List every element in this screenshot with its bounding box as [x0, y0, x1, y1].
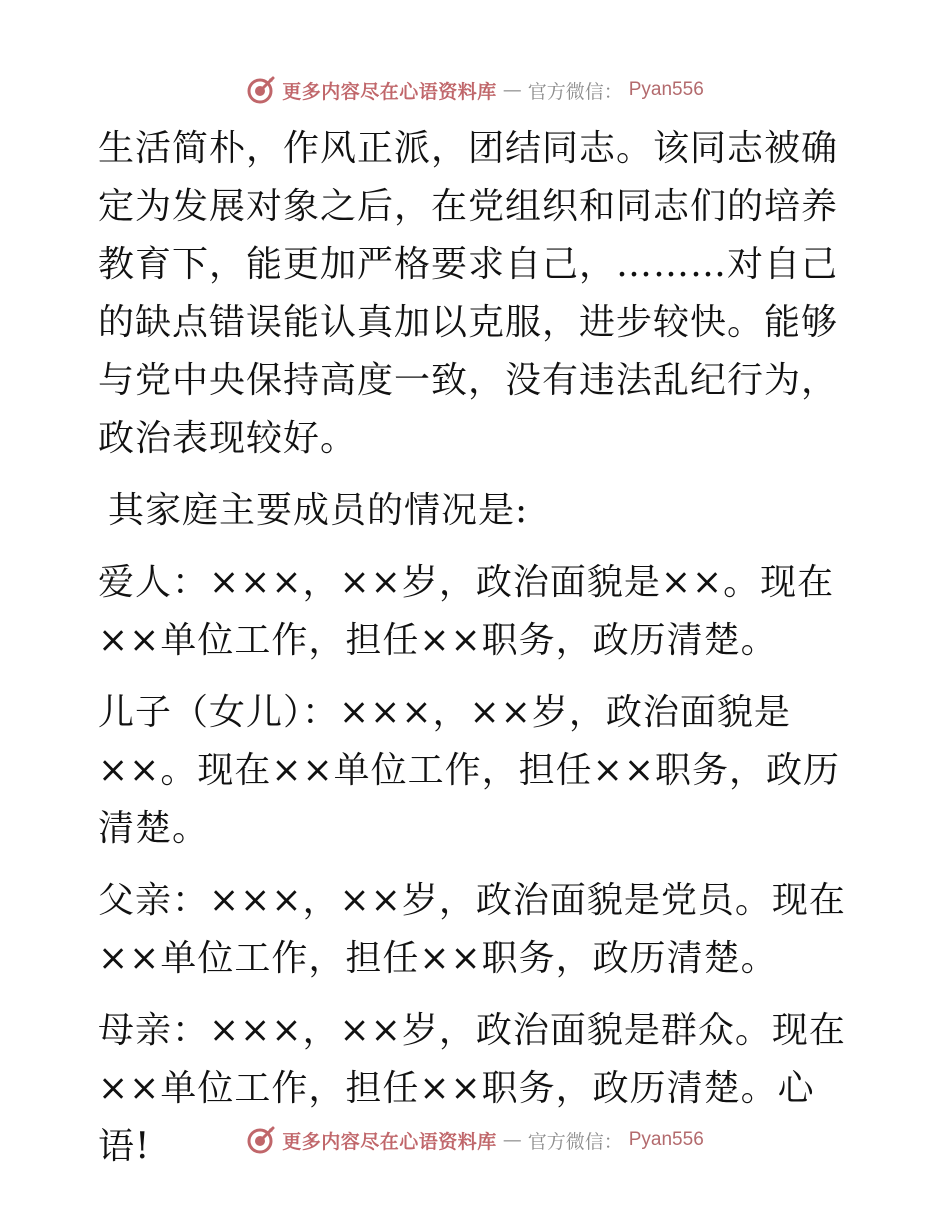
- banner-wechat-label: 官方微信：: [527, 80, 623, 103]
- paragraph-father: 父亲：×××，××岁，政治面貌是党员。现在××单位工作，担任××职务，政历清楚。: [98, 880, 846, 979]
- paragraph-spouse: 爱人：×××，××岁，政治面貌是××。现在××单位工作，担任××职务，政历清楚。: [98, 562, 835, 661]
- banner-dash: —: [502, 1129, 522, 1151]
- banner-wechat-label: 官方微信：: [527, 1130, 623, 1153]
- paragraph-mother: 母亲：×××，××岁，政治面貌是群众。现在××单位工作，担任××职务，政历清楚。心语!: [98, 1010, 846, 1167]
- document-body: [98, 120, 850, 1176]
- banner-wechat-id: Pyan556: [628, 1129, 704, 1150]
- banner: [246, 75, 704, 105]
- paragraph-child: 儿子（女儿）：×××，××岁，政治面貌是××。现在××单位工作，担任××职务，政历清楚。: [98, 692, 840, 849]
- brush-logo-icon: [246, 1125, 276, 1155]
- banner-dash: —: [502, 79, 522, 101]
- paragraph-political-performance: 生活简朴，作风正派，团结同志。该同志被确定为发展对象之后，在党组织和同志们的培养教育下，能更加严格要求自己，………对自己的缺点错误能认真加以克服，进步较快。能够与党中央保持高度一致，没有违法乱纪行为，政治表现较好。: [98, 128, 839, 459]
- paragraph-family-intro: 其家庭主要成员的情况是:: [108, 490, 529, 531]
- footer-banner: [0, 1122, 950, 1158]
- banner: [246, 1125, 704, 1155]
- banner-main-text: 更多内容尽在心语资料库: [282, 80, 497, 103]
- banner-main-text: 更多内容尽在心语资料库: [282, 1130, 497, 1153]
- banner-wechat-id: Pyan556: [628, 79, 704, 100]
- brush-logo-icon: [246, 75, 276, 105]
- header-banner: [0, 72, 950, 108]
